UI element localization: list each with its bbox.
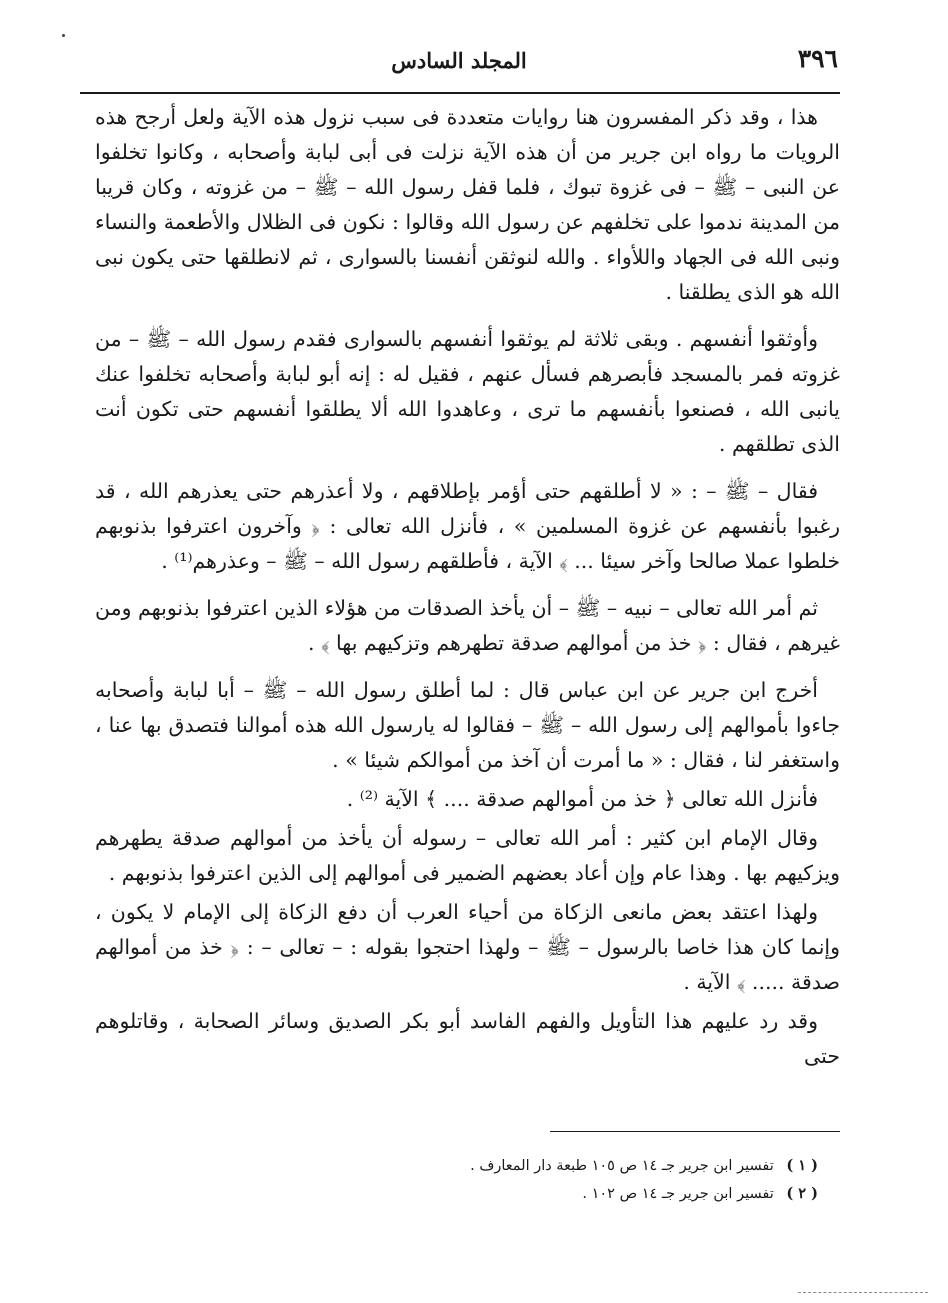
- footnote: [300, 1180, 818, 1208]
- footnote-rule: [550, 1131, 840, 1132]
- paragraph: ثم أمر الله تعالى – نبيه – ﷺ – أن يأخذ الصدقات من هؤلاء الذين اعترفوا بذنوبهم ومن غيرهم ، فقال : ﴿ خذ من أموالهم صدقة تطهرهم وتزكيهم بها ﴾ .: [95, 596, 840, 655]
- footnote-text: تفسير ابن جرير جـ ١٤ ص ١٠٢ .: [582, 1186, 774, 1202]
- page-number: ٣٩٦: [797, 44, 838, 73]
- footnote-text: تفسير ابن جرير جـ ١٤ ص ١٠٥ طبعة دار المعارف .: [470, 1158, 774, 1174]
- scan-speck: [62, 34, 65, 37]
- paragraph: وقال الإمام ابن كثير : أمر الله تعالى – رسوله أن يأخذ من أموالهم صدقة يطهرهم ويزكيهم بها . وهذا عام وإن أعاد بعضهم الضمير فى أموالهم إلى الذين اعترفوا بذنوبهم .: [95, 826, 840, 885]
- running-title: المجلد السادس: [391, 48, 527, 73]
- page-header: [80, 44, 838, 84]
- paragraph: فأنزل الله تعالى ﴿ خذ من أموالهم صدقة .... ﴾ الآية ⁽²⁾ .: [346, 787, 818, 811]
- body-text: [95, 100, 840, 1086]
- paragraph: فقال – ﷺ – : « لا أطلقهم حتى أؤمر بإطلاقهم ، ولا أعذرهم حتى يعذرهم الله ، قد رغبوا بأنفسهم عن غزوة المسلمين » ، فأنزل الله تعالى : ﴿ وآخرون اعترفوا بذنوبهم خلطوا عملا صالحا وآخر سيئا ... ﴾ الآية ، فأطلقهم رسول الله – ﷺ – وعذرهم⁽¹⁾ .: [95, 479, 840, 573]
- header-rule: [80, 92, 840, 94]
- paragraph: أخرج ابن جرير عن ابن عباس قال : لما أطلق رسول الله – ﷺ – أبا لبابة وأصحابه جاءوا بأموالهم إلى رسول الله – ﷺ – فقالوا له يارسول الله هذه أموالنا فتصدق بها عنا ، واستغفر لنا ، فقال : « ما أمرت أن آخذ من أموالكم شيئا » .: [95, 678, 840, 772]
- paragraph: هذا ، وقد ذكر المفسرون هنا روايات متعددة فى سبب نزول هذه الآية ولعل أرجح هذه الرويات ما رواه ابن جرير من أن هذه الآية نزلت فى أبى لبابة وأصحابه ، وكانوا تخلفوا عن النبى – ﷺ – فى غزوة تبوك ، فلما قفل رسول الله – ﷺ – من غزوته ، وكان قريبا من المدينة ندموا على تخلفهم عن رسول الله وقالوا : نكون فى الظلال والأطعمة والنساء ونبى الله فى الجهاد واللأواء . والله لنوثقن أنفسنا بالسوارى ، ثم لانطلقها حتى يكون نبى الله هو الذى يطلقنا .: [95, 105, 840, 304]
- footnotes: [300, 1152, 818, 1208]
- paragraph: ولهذا اعتقد بعض مانعى الزكاة من أحياء العرب أن دفع الزكاة إلى الإمام لا يكون ، وإنما كان هذا خاصا بالرسول – ﷺ – ولهذا احتجوا بقوله : – تعالى – : ﴿ خذ من أموالهم صدقة ..... ﴾ الآية .: [95, 900, 840, 994]
- footnote-number: ( ٢ ): [786, 1185, 818, 1202]
- footnote: [300, 1152, 818, 1180]
- paragraph: وقد رد عليهم هذا التأويل والفهم الفاسد أبو بكر الصديق وسائر الصحابة ، وقاتلوهم حتى: [95, 1009, 840, 1068]
- bottom-rule: [798, 1292, 928, 1293]
- footnote-number: ( ١ ): [786, 1157, 818, 1174]
- paragraph: وأوثقوا أنفسهم . وبقى ثلاثة لم يوثقوا أنفسهم بالسوارى فقدم رسول الله – ﷺ – من غزوته فمر بالمسجد فأبصرهم فسأل عنهم ، فقيل له : إنه أبو لبابة وأصحابه تخلفوا عنك يانبى الله ، فصنعوا بأنفسهم ما ترى ، وعاهدوا الله ألا يطلقوا أنفسهم حتى تكون أنت الذى تطلقهم .: [95, 327, 840, 456]
